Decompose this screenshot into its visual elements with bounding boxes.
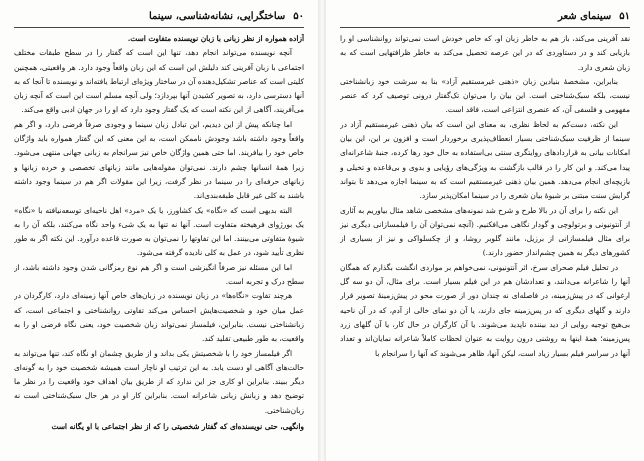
paragraph: هرچند تفاوت «نگاه‌ها» در زبان نویسنده در زبان‌های خاص آنها زمینه‌ای دارد، کارگردان در عمل میان خود و شخصیت‌هایش احساس می‌کند تفاوتی روانشناختی و اجتماعی است، که زبانشناختی نیست. بنابراین، فیلمساز نمی‌تواند زبان شخصیت خود، یعنی نگاه فرضی او را به واقعیت، به طور طبیعی تقلید کند.: [14, 291, 304, 344]
paragraph: البته بدیهی است که «نگاه» یک کشاورز، یا یک «مرد» اهل ناحیه‌ای توسعه‌نیافته با «نگاه» یک بورژوای فرهیخته متفاوت است. آنها نه تنها به یک شیء واحد نگاه می‌کنند، بلکه آن را به شیوهٔ متفاوتی می‌بینند. اما این تفاوتها را نمی‌توان به صورت قاعده درآورد. این نکته اگر به طور نظری تأیید شود، در عمل به کلی نادیده گرفته می‌شود.: [14, 205, 304, 258]
paragraph: این نکته را برای آن در بالا طرح و شرح شد نمونه‌های مشخصی شاهد مثال بیاوریم به آثاری از آنتونیونی و برتولوچی و گودار نگاهی می‌افکنیم. (آنچه نمی‌توان آن را فیلمسازانی دیگری نیز برای مثال فیلمسازانی از برزیل، مانند گلوبر روشا، و از چکسلواکی و نیز از بسیاری از کشورهای دیگر به همین چشم‌انداز حضور دارند.): [340, 205, 630, 258]
right-page-header: [340, 9, 630, 25]
running-title-left: ساختگرایی، نشانه‌شناسی، سینما: [148, 11, 286, 22]
paragraph: در تحلیل فیلم صحرای سرخ، اثر آنتونیونی، نمی‌خواهم بر مواردی انگشت بگذارم که همگان آنها را شاعرانه می‌دانند، و تعدادشان هم در این فیلم بسیار است. برای مثال، آن دو سه گل ارغوانی که در پیش‌زمینه، در فاصله‌ای نه چندان دور از صورت محو در پیش‌زمینهٔ تصویر قرار دارند و گلهای دیگری که در پس‌زمینه جای دارند، یا آن دو نمای خالی از آدم، که در آن ناحیه بی‌هیچ توجیه روایی از دید بیننده ناپدید می‌شوند. یا آن کارگران در حال کار، یا آن گلهای زرد پس‌زمینه؛ همهٔ اینها به روشنی درون روایت به عنوان لحظات کاملاً شاعرانه نمایان‌اند و تعداد آنها در سراسر فیلم بسیار زیاد است، لیکن آنها، ظاهر می‌شوند که آنها را سرانجام با: [340, 262, 630, 358]
paragraph: نقد آفرینی می‌کند، باز هم به خاطر زبان او، که خاص خودش است نمی‌تواند روانشناسی او را بازیابی کند و در دستاوردی که در این عرصه تحصیل می‌کند به خاطر ظرافتهایی است که به زبان شعری دارد.: [340, 34, 630, 72]
book-gutter: [318, 0, 326, 461]
paragraph: آزاده همواره از نظر زبانی با زبان نویسنده متفاوت است.: [127, 34, 304, 43]
left-page-body: [14, 32, 304, 455]
left-page: [0, 0, 318, 461]
running-title-right: سینمای شعر: [557, 11, 612, 22]
paragraph: وانگهی، حتی نویسنده‌ای که گفتار شخصیتی را که از نظر اجتماعی با او یگانه است: [51, 422, 304, 432]
paragraph: این نکته، دست‌کم به لحاظ نظری، به معنای این است که بیان ذهنی غیرمستقیم آزاد در سینما از ظرفیت سبک‌شناختی بسیار انعطاف‌پذیری برخوردار است و افزون بر این، این بیان امکانات بیانی به قراردادهای روایتگری سنتی بی‌استفاده به حال خود رها کرده، جنبهٔ شاعرانه‌ای پیدا می‌کند. و این کار را در قالب بازگشت به ویژگی‌های رؤیایی و بدوی و بی‌قاعده و تخیلی و بازیچه‌ای انجام می‌دهد. همین بیان ذهنی غیرمستقیم است که به سینما اجازه می‌دهد تا بتواند گرایش سنت مبتنی بر شیوهٔ بیان شعری را در سینما امکان‌پذیر سازد.: [340, 119, 630, 201]
header-rule-left: [14, 27, 304, 28]
paragraph: اما چنانکه پیش از این دیدیم، این تبادل زبان سینما و وجودی صرفاً فرضی دارد، و اگر هم واقعاً وجود داشته باشد وجودش ناممکن است، به این معنی که این گفتار همواره باید واژگان خاص خود را بیافریند. اما حتی همین واژگان خاص نیز سرانجام به زبانی جهانی منتهی می‌شود. زیرا همهٔ انسانها چشم دارند. نمی‌توان مقوله‌هایی مانند زبانهای تخصصی و خرده زبانها و زبانهای حرفه‌ای را در سینما در نظر گرفت، زیرا این مقولات اگر هم در سینما وجود داشته باشند به کلی غیر قابل طبقه‌بندی‌اند.: [14, 119, 304, 201]
page-number-right: ۵۱: [619, 11, 630, 22]
right-page: [326, 0, 644, 461]
page-number-left: ۵۰: [293, 11, 304, 22]
paragraph: اما این مسئله نیز صرفاً انگیزشی است و اگر هم نوع رمزگانی شدن وجود داشته باشد، از سطح درک و تجربه است.: [14, 262, 304, 287]
left-page-header: [14, 9, 304, 25]
header-rule-right: [340, 27, 630, 28]
paragraph: بنابراین، مشخصهٔ بنیادین زبان «ذهنی غیرمستقیم آزاد» بنا به سرشت خود زبانشناختی نیست، بلکه سبک‌شناختی است. این بیان را می‌توان تک‌گفتار درونی توصیف کرد که عنصر مفهومی و فلسفی آن، که عنصری انتزاعی است، فاقد است.: [340, 76, 630, 115]
paragraph: اگر فیلمساز خود را با شخصیتش یکی بداند و از طریق چشمان او نگاه کند، تنها می‌تواند به حالت‌های آگاهی او دست یابد. به این ترتیب او ناچار است همیشه شخصیت خود را به گونه‌ای دیگر ببیند. بنابراین او کاری جز این ندارد که از طریق بیان اهداف خود واقعیت را در نظر ما توضیح دهد و زبانش زبانی شاعرانه است. بنابراین کار او در هر حال سبک‌شناختی است نه زبان‌شناختی.: [14, 348, 304, 415]
right-page-body: [340, 32, 630, 455]
paragraph: آنچه نویسنده می‌تواند انجام دهد، تنها این است که گفتار را در سطح طبقات مختلف اجتماعی با زبان آفرینی کند دلیلش این است که این زبان واقعاً وجود دارد. هر واقعیتی، همچنین کلیتی است که عناصر تشکیل‌دهنده آن در ساختار ویژه‌ای ارتباط یافته‌اند و نویسنده تا آنجا که به آنها دسترسی دارد، به تصویر کشیدن آنها بپردازد؛ ولی آنچه مسلم است این است که آنچه زبان می‌آفریند، آگاهی از این نکته است که یک گفتار وجود دارد که او را در جهان ادبی واقع می‌کند.: [14, 48, 304, 115]
